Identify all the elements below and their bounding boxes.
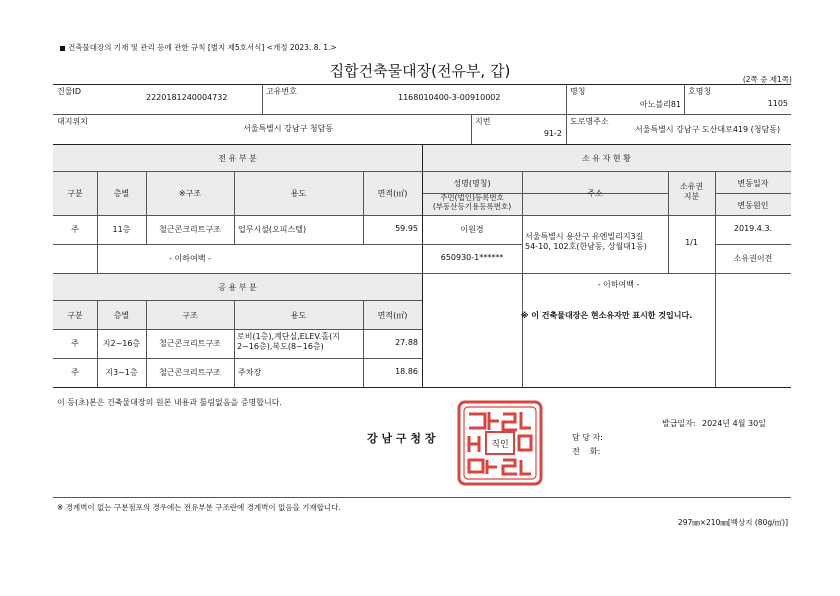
common-row2-type: 주: [71, 368, 79, 377]
common-header-area: 면적(㎡): [377, 311, 408, 320]
common-section-label: 공 용 부 분: [218, 283, 257, 292]
lot-label: 지번: [475, 117, 491, 126]
common-row1-structure: 철근콘크리트구조: [159, 339, 221, 348]
common-header-structure: 구조: [182, 311, 198, 320]
owner-header-change-date: 변동일자: [737, 179, 769, 188]
issuer-name: 강 남 구 청 장: [367, 432, 436, 445]
issue-date-label: 발급일자:: [662, 419, 696, 428]
site-label: 대지위치: [57, 117, 88, 126]
exclusive-row-use: 업무시설(오피스텔): [238, 225, 307, 234]
unit-value: 1105: [767, 99, 788, 108]
owner-share: 1/1: [685, 238, 698, 247]
common-row2-area: 18.86: [395, 367, 418, 376]
common-row1-type: 주: [71, 339, 79, 348]
exclusive-row-area: 59.95: [395, 224, 418, 233]
unit-label: 호명칭: [688, 87, 712, 96]
common-row1-use: 로비(1층),계단실,ELEV.홀(지2~16층),복도(8~16층): [237, 332, 340, 351]
exclusive-header-type: 구분: [67, 189, 83, 198]
square-bullet-icon: [60, 46, 65, 51]
exclusive-header-area: 면적(㎡): [377, 189, 408, 198]
exclusive-header-use: 용도: [290, 189, 307, 198]
owner-header-name: 성명(명칭): [453, 179, 491, 188]
common-header-use: 용도: [290, 311, 307, 320]
page-title: 집합건축물대장(전유부, 갑): [329, 62, 511, 80]
exclusive-header-floor: 층별: [113, 189, 130, 198]
owner-change-date: 2019.4.3.: [733, 224, 773, 233]
paper-size: 297㎜×210㎜[백상지 (80g/㎡)]: [677, 518, 788, 527]
page-info: (2쪽 중 제1쪽): [742, 75, 792, 84]
bottom-note: ※ 경계벽이 없는 구분점포의 경우에는 전유부분 구조란에 경계벽이 없음을 기재합니다.: [57, 503, 341, 512]
lot-value: 91-2: [543, 129, 562, 138]
exclusive-header-structure: ※구조: [178, 189, 202, 198]
common-row1-area: 27.88: [395, 338, 418, 347]
owner-header-address: 주소: [587, 189, 603, 198]
exclusive-row-floor: 11층: [112, 225, 131, 234]
exclusive-section-label: 전 유 부 분: [218, 154, 257, 163]
owner-change-reason: 소유권이전: [733, 254, 773, 263]
building-id-label: 건물ID: [57, 87, 81, 96]
regulation-note: [60, 42, 337, 53]
name-value: 아노블리81: [639, 100, 681, 109]
regulation-note-text: 건축물대장의 기재 및 관리 등에 관한 규칙 [별지 제5호서식] <개정 2023. 8. 1.>: [68, 43, 337, 52]
owner-header-change-reason: 변동원인: [737, 201, 769, 210]
road-label: 도로명주소: [570, 117, 609, 126]
exclusive-row-type: 주: [71, 225, 79, 234]
common-row2-floor: 지3~1층: [105, 368, 138, 377]
owner-name: 이원경: [460, 225, 484, 234]
certify-text: 이 등(초)본은 건축물대장의 원본 내용과 틀림없음을 증명합니다.: [57, 398, 282, 407]
owner-regno: 650930-1******: [440, 253, 504, 262]
owner-header-share: 소유권 지분: [679, 182, 704, 201]
exclusive-blank-note: - 이하여백 -: [169, 254, 211, 263]
seal-center-text: 직인: [491, 440, 509, 450]
issue-date: 2024년 4월 30일: [702, 419, 766, 428]
unique-no-value: 1168010400-3-00910002: [398, 93, 501, 102]
official-seal: [457, 400, 543, 486]
phone-label: 전 화:: [572, 447, 601, 456]
common-row2-structure: 철근콘크리트구조: [159, 368, 221, 377]
exclusive-row-structure: 철근콘크리트구조: [159, 225, 221, 234]
site-value: 서울특별시 강남구 청담동: [243, 124, 334, 133]
owner-notice: ※ 이 건축물대장은 현소유자만 표시한 것입니다.: [520, 311, 693, 320]
building-id-value: 2220181240004732: [146, 93, 228, 102]
common-header-type: 구분: [67, 311, 83, 320]
common-row1-floor: 지2~16층: [102, 339, 141, 348]
owner-blank-note: - 이하여백 -: [597, 280, 640, 289]
common-header-floor: 층별: [113, 311, 130, 320]
name-label: 명칭: [570, 87, 586, 96]
owner-header-regno: 주민(법인)등록번호 (부동산등기용등록번호): [432, 193, 512, 211]
unique-no-label: 고유번호: [266, 87, 297, 96]
staff-label: 담 당 자:: [572, 433, 603, 442]
road-value: 서울특별시 강남구 도산대로419 (청담동): [635, 125, 781, 134]
owner-section-label: 소 유 자 현 황: [582, 154, 631, 163]
owner-address: 서울특별시 용산구 유엔빌리지3길 54-10, 102호(한남동, 상월대1동): [525, 232, 647, 251]
common-row2-use: 주차장: [238, 368, 262, 377]
